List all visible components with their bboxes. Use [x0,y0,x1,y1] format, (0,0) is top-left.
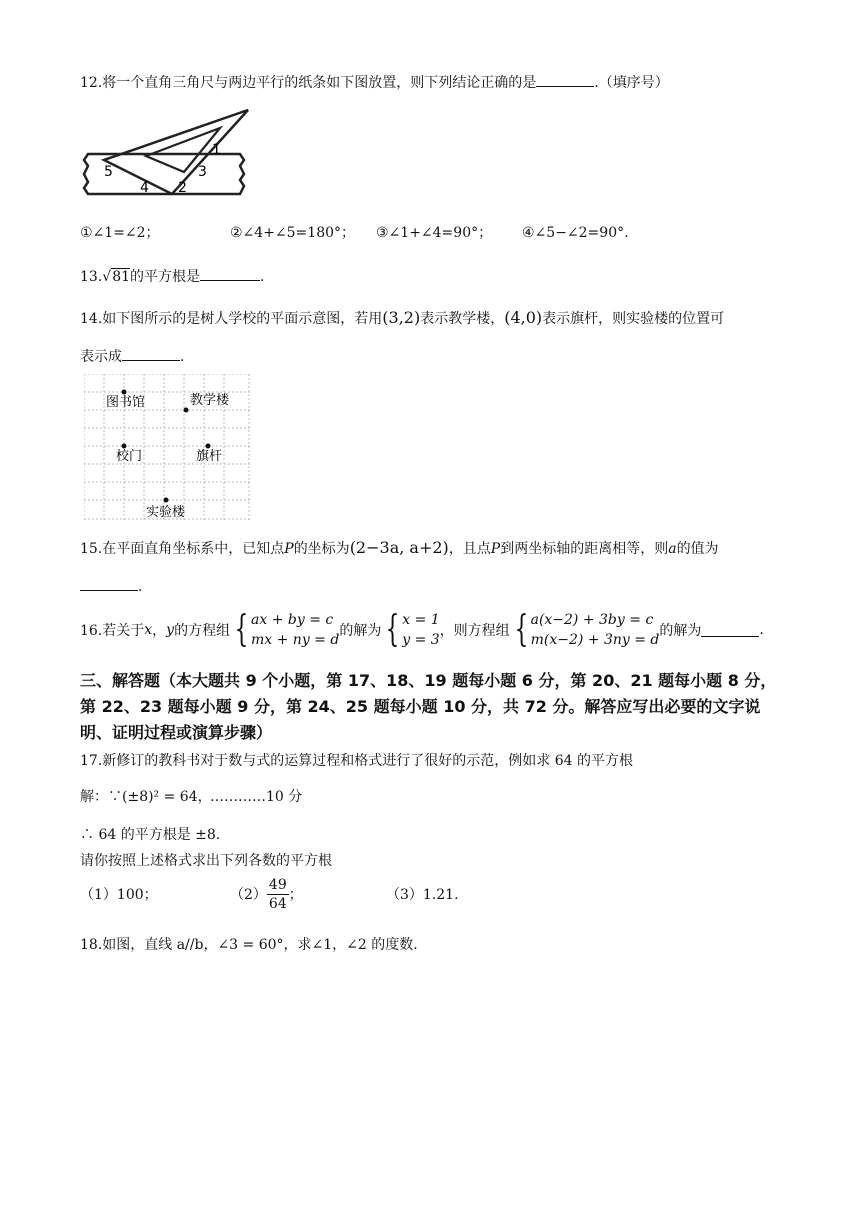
q15-stem: 15.在平面直角坐标系中，已知点P的坐标为(2−3a, a+2)，且点P到两坐标轴的距离相等，则a的值为 [80,538,719,557]
q16-stem: 16.若关于 x ， y 的方程组 { ax + by = c mx + ny = d 的解为 { x = 1 y = 3 ，则方程组 { a(x−2) + 3by = c m(x−2) + 3ny = d 的解为 . [80,609,764,650]
section-3-heading-line1: 三、解答题（本大题共 9 个小题，第 17、18、19 题每小题 6 分，第 20、21 题每小题 8 分， [80,671,777,690]
map-teaching-building: 教学楼 [190,393,230,408]
option-3: ③∠1+∠4=90°； [376,225,493,241]
map-library: 图书馆 [106,395,146,410]
map-lab-building: 实验楼 [146,505,186,520]
q12-options [80,222,629,242]
answer-blank [122,348,180,361]
q14-stem-line2: 表示成 . [80,349,185,365]
figure-label-3: 3 [198,164,207,180]
map-flagpole: 旗杆 [196,449,223,464]
q18-stem: 18.如图，直线 a//b，∠3 = 60°，求∠1，∠2 的度数. [80,937,418,953]
point-p-coord: (2−3a, a+2) [349,538,449,557]
option-4: ④∠5−∠2=90°. [522,225,629,241]
q15-blank-line: . [80,578,142,595]
answer-blank [80,578,138,591]
figure-label-2: 2 [178,180,187,196]
q17-stem: 17.新修订的教科书对于数与式的运算过程和格式进行了很好的示范，例如求 64 的平方根 [80,753,633,769]
figure-label-1: 1 [212,142,221,158]
coord-teaching-building: (3,2) [382,308,421,327]
part-2: （2） $\frac{49}{64}$ ； [230,876,303,912]
q17-solution: 解：∵(±8)² = 64，…………10 分 [80,789,303,805]
q12-figure [80,104,260,200]
q12-stem: 12.将一个直角三角尺与两边平行的纸条如下图放置，则下列结论正确的是 .（填序号） [80,75,669,91]
q17-parts [80,874,459,914]
option-1: ①∠1=∠2； [80,225,160,241]
q17-instruction: 请你按照上述格式求出下列各数的平方根 [80,853,332,869]
figure-label-5: 5 [104,164,113,180]
section-3-heading-line2: 第 22、23 题每小题 9 分，第 24、25 题每小题 10 分，共 72 分。解答应写出必要的文字说 [80,697,761,716]
q14-stem: 14.如下图所示的是树人学校的平面示意图，若用(3,2)表示教学楼，(4,0)表示旗杆，则实验楼的位置可 [80,308,725,327]
section-3-heading-line3: 明、证明过程或演算步骤） [80,723,273,742]
map-gate: 校门 [116,449,143,464]
q17-conclusion: ∴ 64 的平方根是 ±8. [80,827,221,843]
figure-label-4: 4 [140,180,149,196]
part-1: （1）100； [80,887,158,903]
school-map [84,374,250,520]
answer-blank [701,624,759,637]
solution-system: { x = 1 y = 3 [385,609,440,650]
option-2: ②∠4+∠5=180°； [230,225,356,241]
coord-flagpole: (4,0) [504,308,543,327]
equation-system-1: { ax + by = c mx + ny = d [234,609,340,650]
q13-stem: 13.√81的平方根是 . [80,269,265,285]
equation-system-2: { a(x−2) + 3by = c m(x−2) + 3ny = d [514,609,660,650]
part-3: （3）1.21. [386,887,459,903]
answer-blank [200,268,260,281]
answer-blank [536,74,594,87]
sqrt-radicand: 81 [112,269,131,285]
fraction-49-64: $\frac{49}{64}$ [268,876,287,912]
